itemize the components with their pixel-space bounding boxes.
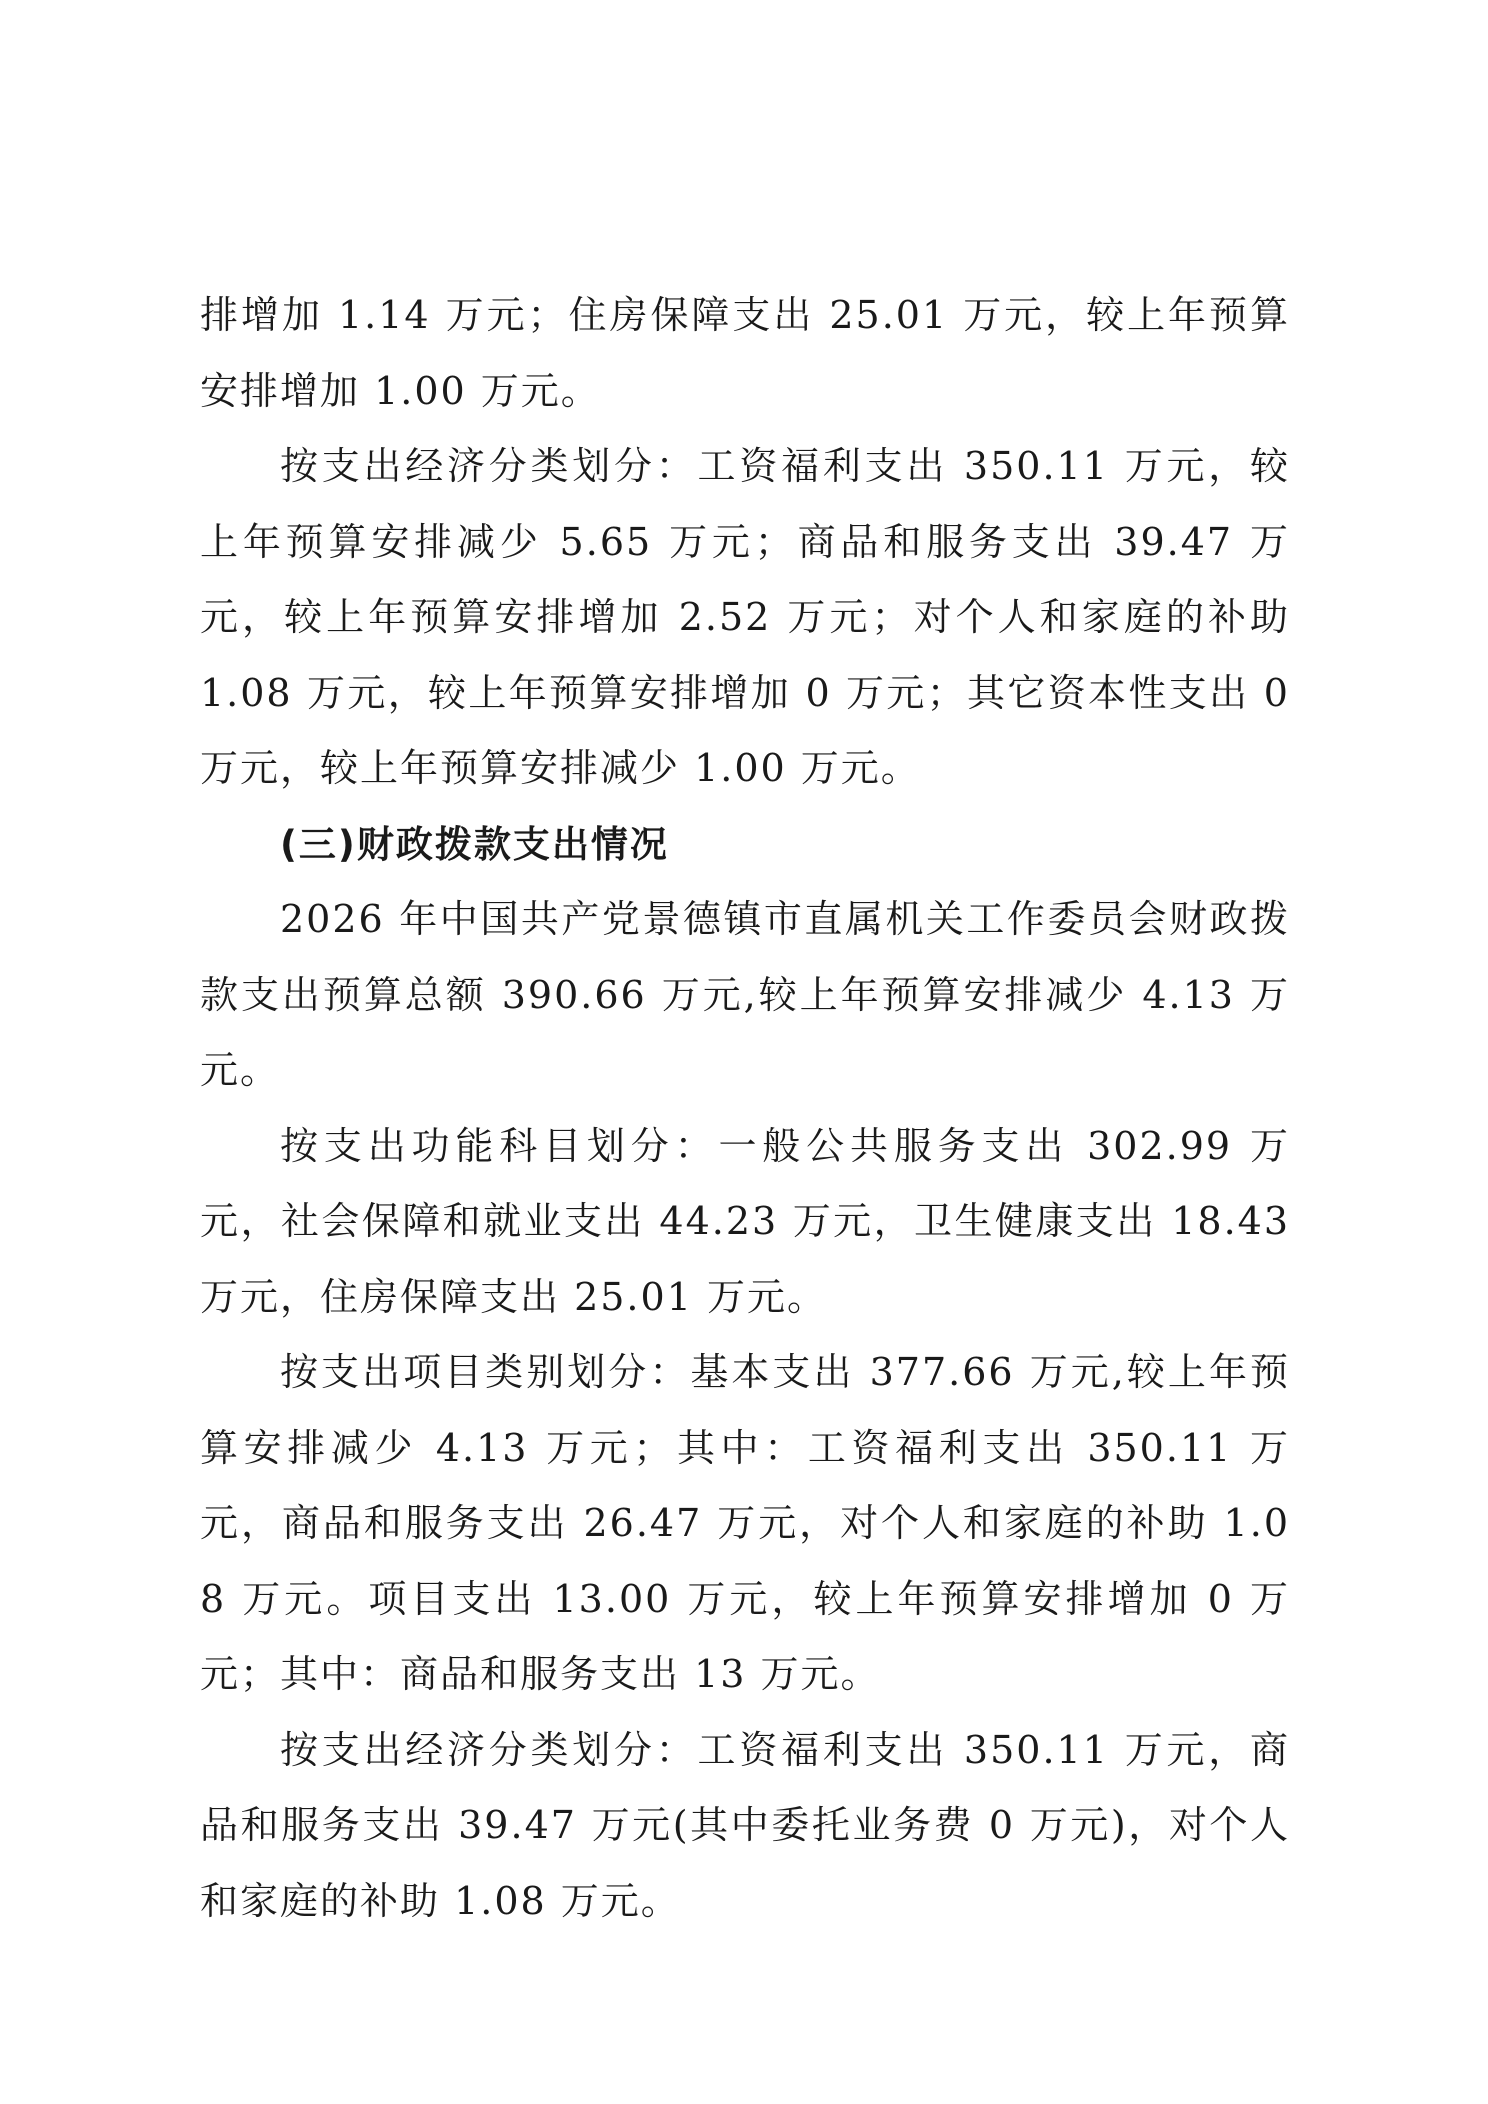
paragraph-economic-classification: 按支出经济分类划分：工资福利支出 350.11 万元，较上年预算安排减少 5.65 万元；商品和服务支出 39.47 万元，较上年预算安排增加 2.52 万元；对个人和家庭的补助 1.08 万元，较上年预算安排增加 0 万元；其它资本性支出 0 万元，较上年预算安排减少 1.00 万元。	[200, 444, 1290, 790]
section-heading-fiscal-expenditure: (三)财政拨款支出情况	[280, 822, 669, 866]
paragraph-economic-classification-fiscal: 按支出经济分类划分：工资福利支出 350.11 万元，商品和服务支出 39.47 万元(其中委托业务费 0 万元)，对个人和家庭的补助 1.08 万元。	[200, 1727, 1290, 1923]
document-body	[200, 278, 1290, 1939]
paragraph-functional-classification: 按支出功能科目划分：一般公共服务支出 302.99 万元，社会保障和就业支出 44.23 万元，卫生健康支出 18.43 万元，住房保障支出 25.01 万元。	[200, 1123, 1290, 1319]
paragraph-project-category: 按支出项目类别划分：基本支出 377.66 万元,较上年预算安排减少 4.13 万元；其中：工资福利支出 350.11 万元，商品和服务支出 26.47 万元，对个人和家庭的补助 1.08 万元。项目支出 13.00 万元，较上年预算安排增加 0 万元；其中：商品和服务支出 13 万元。	[200, 1350, 1290, 1696]
paragraph-fiscal-total: 2026 年中国共产党景德镇市直属机关工作委员会财政拨款支出预算总额 390.66 万元,较上年预算安排减少 4.13 万元。	[200, 897, 1290, 1092]
paragraph-housing-continuation: 排增加 1.14 万元；住房保障支出 25.01 万元，较上年预算安排增加 1.00 万元。	[200, 293, 1290, 413]
